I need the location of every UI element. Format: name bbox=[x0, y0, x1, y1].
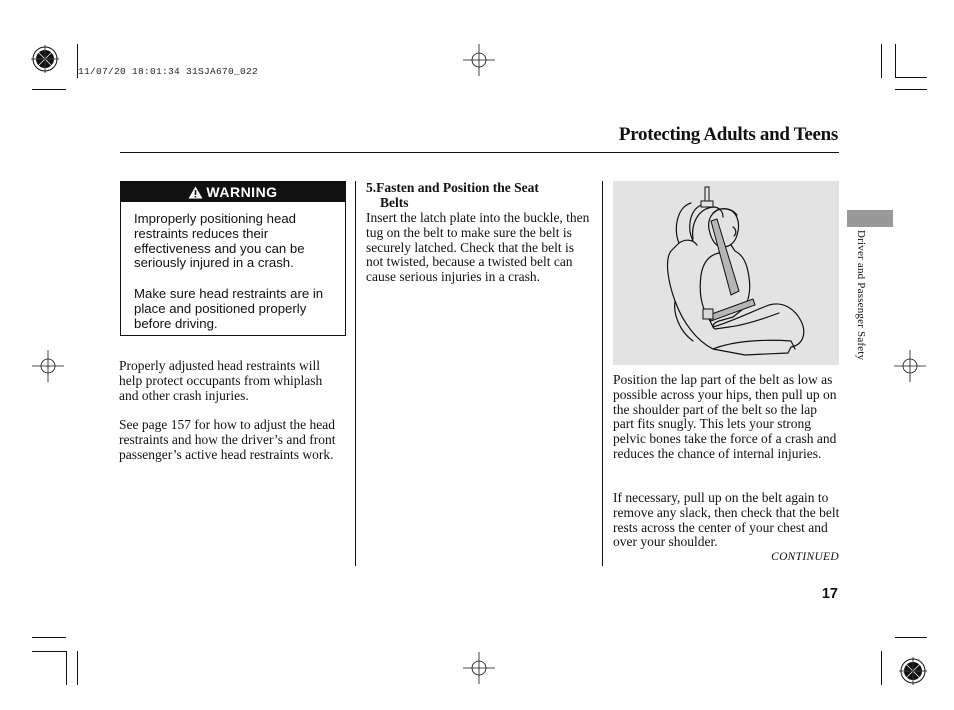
crosshair-icon bbox=[32, 350, 64, 382]
page-reference-paragraph: See page 157 for how to adjust the head restraints and how the driver’s and front passenger’s active head restraints work. bbox=[119, 417, 336, 462]
latch-instructions-paragraph: Insert the latch plate into the buckle, then tug on the belt to make sure the belt is securely latched. Check that the belt is not twisted, because a twisted belt can cause serious injuries in a crash. bbox=[366, 210, 590, 285]
slack-paragraph: If necessary, pull up on the belt again to remove any slack, then check that the belt rests across the center of your chest and over your shoulder. bbox=[613, 490, 840, 550]
print-timestamp: 11/07/20 18:01:34 31SJA670_022 bbox=[78, 66, 259, 77]
crosshair-icon bbox=[463, 44, 495, 76]
section-heading-line: Fasten and Position the Seat bbox=[376, 180, 539, 195]
registration-target-icon bbox=[898, 656, 928, 686]
page-number: 17 bbox=[821, 586, 838, 602]
column-divider bbox=[602, 181, 603, 566]
head-restraint-paragraph: Properly adjusted head restraints will help protect occupants from whiplash and other crash injuries. bbox=[119, 358, 323, 403]
column-divider bbox=[355, 181, 356, 566]
lap-belt-paragraph: Position the lap part of the belt as low as possible across your hips, then pull up on the shoulder part of the belt so the lap part fits snugly. This lets your strong pelvic bones take the force of a crash and reduces the chance of internal injuries. bbox=[613, 372, 837, 461]
section-heading bbox=[366, 181, 596, 211]
section-number: 5. bbox=[366, 180, 377, 195]
section-tab bbox=[847, 210, 893, 227]
continued-label: CONTINUED bbox=[771, 551, 839, 563]
section-heading-line: Belts bbox=[380, 194, 409, 210]
warning-triangle-icon bbox=[188, 186, 203, 199]
warning-header bbox=[121, 182, 345, 202]
section-tab-label: Driver and Passenger Safety bbox=[855, 230, 867, 361]
seatbelt-illustration bbox=[613, 181, 839, 365]
title-rule bbox=[120, 152, 839, 153]
warning-paragraph: Make sure head restraints are in place and positioned properly before driving. bbox=[134, 286, 324, 331]
seated-occupant-illustration bbox=[613, 181, 839, 365]
warning-label: WARNING bbox=[206, 184, 278, 200]
crosshair-icon bbox=[894, 350, 926, 382]
warning-box bbox=[120, 181, 346, 336]
page-title: Protecting Adults and Teens bbox=[618, 124, 838, 145]
crosshair-icon bbox=[463, 652, 495, 684]
warning-paragraph: Improperly positioning head restraints reduces their effectiveness and you can be seriously injured in a crash. bbox=[134, 211, 305, 271]
registration-target-icon bbox=[30, 44, 60, 74]
